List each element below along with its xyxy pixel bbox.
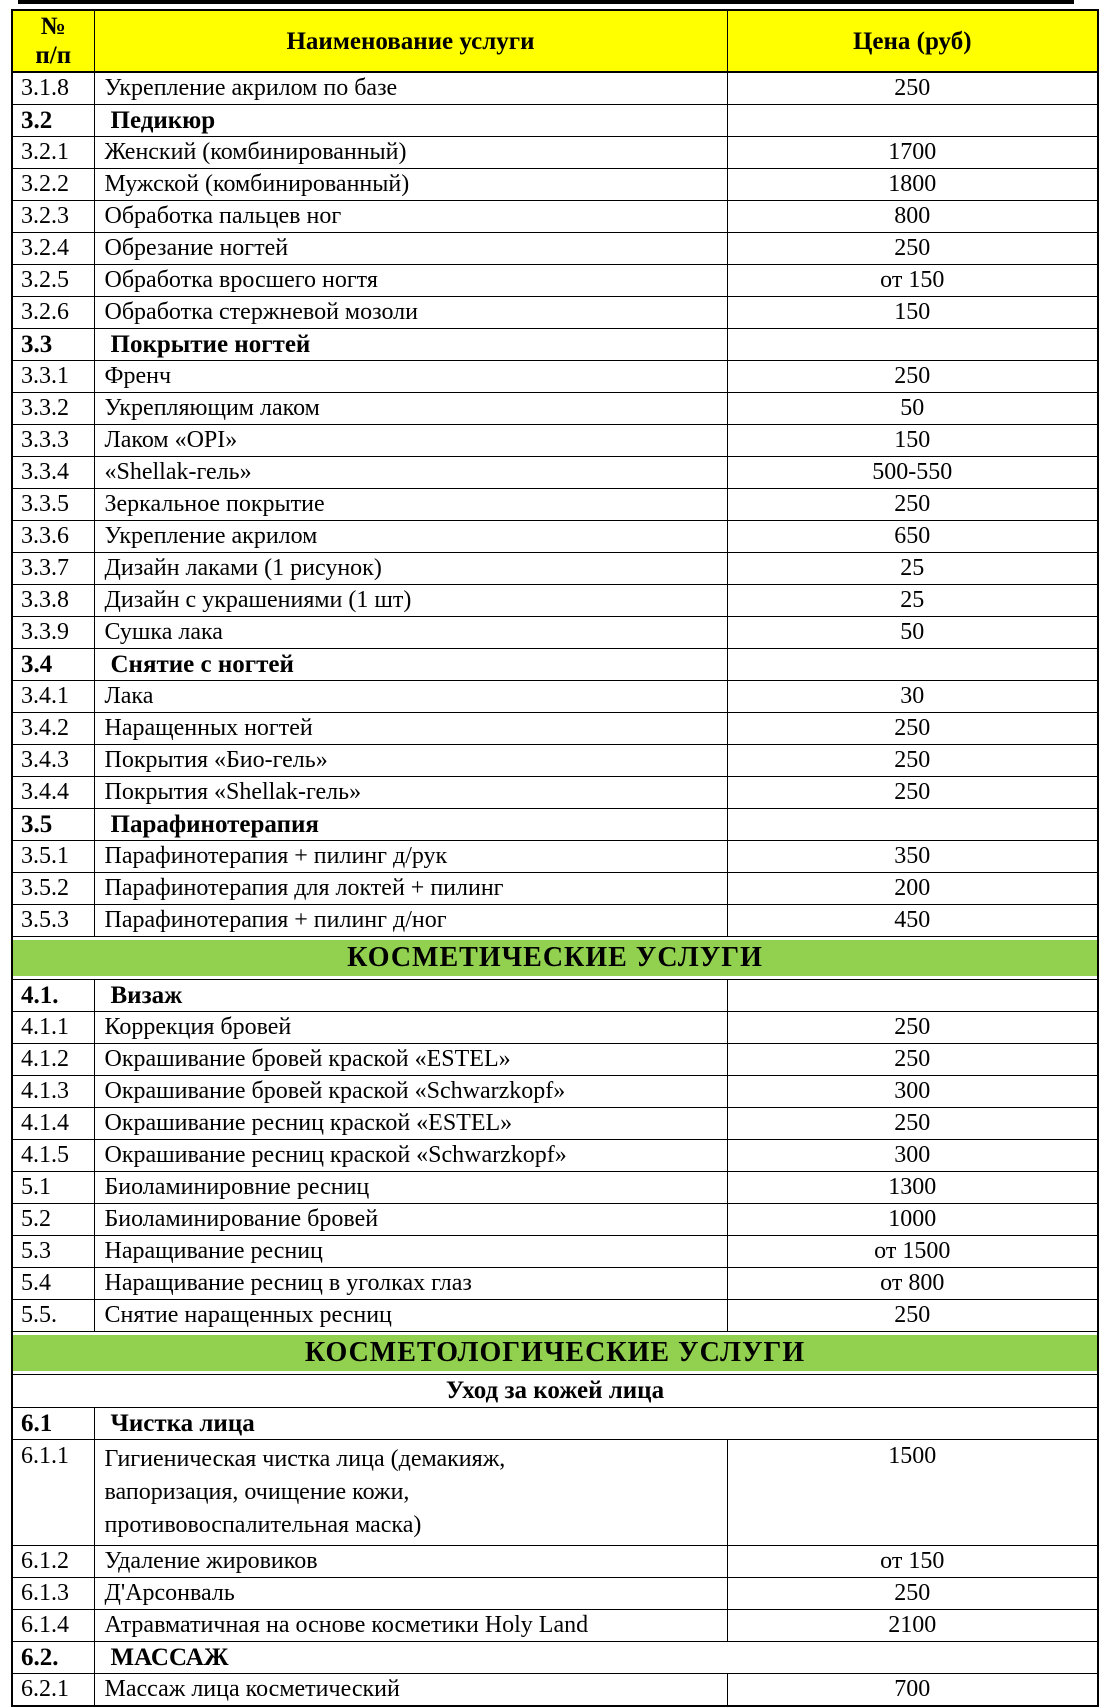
service-name: Покрытия «Shellak-гель» (94, 777, 727, 809)
price-value: 25 (727, 553, 1098, 585)
header-row (12, 10, 1098, 72)
price-value (727, 649, 1098, 681)
service-name: «Shellak-гель» (94, 457, 727, 489)
header-number-line2: п/п (35, 42, 72, 69)
header-cell-price: Цена (руб) (727, 10, 1098, 72)
table-row (12, 489, 1098, 521)
table-row (12, 841, 1098, 873)
table-row (12, 361, 1098, 393)
section-band-label: КОСМЕТИЧЕСКИЕ УСЛУГИ (13, 940, 1097, 976)
price-value: 250 (727, 777, 1098, 809)
price-value: 1800 (727, 169, 1098, 201)
service-name: Парафинотерапия + пилинг д/ног (94, 905, 727, 937)
service-name: Зеркальное покрытие (94, 489, 727, 521)
row-number: 3.1.8 (12, 72, 94, 105)
service-name: Френч (94, 361, 727, 393)
price-value: 700 (727, 1674, 1098, 1707)
price-value: 300 (727, 1076, 1098, 1108)
service-name: Чистка лица (94, 1408, 1098, 1440)
price-value: 250 (727, 1108, 1098, 1140)
table-row (12, 1236, 1098, 1268)
row-number: 3.3.5 (12, 489, 94, 521)
price-value: 250 (727, 1044, 1098, 1076)
price-value: 800 (727, 201, 1098, 233)
row-number: 3.4 (12, 649, 94, 681)
table-row (12, 169, 1098, 201)
row-number: 3.2.1 (12, 137, 94, 169)
service-name: Д'Арсонваль (94, 1578, 727, 1610)
service-name: Покрытия «Био-гель» (94, 745, 727, 777)
section-band-cell (12, 1332, 1098, 1375)
table-row (12, 1012, 1098, 1044)
section-row (12, 1408, 1098, 1440)
row-number: 3.5.2 (12, 873, 94, 905)
service-name: Обрезание ногтей (94, 233, 727, 265)
table-row (12, 1546, 1098, 1578)
row-number: 3.4.2 (12, 713, 94, 745)
service-name: Наращенных ногтей (94, 713, 727, 745)
table-row (12, 233, 1098, 265)
price-value: 50 (727, 393, 1098, 425)
price-value: 250 (727, 72, 1098, 105)
price-value: 350 (727, 841, 1098, 873)
row-number: 6.1 (12, 1408, 94, 1440)
section-row (12, 105, 1098, 137)
row-number: 3.2.4 (12, 233, 94, 265)
price-value: 200 (727, 873, 1098, 905)
service-name: Укрепление акрилом (94, 521, 727, 553)
service-name: Обработка пальцев ног (94, 201, 727, 233)
row-number: 3.2.6 (12, 297, 94, 329)
price-value (727, 329, 1098, 361)
price-value: 250 (727, 1578, 1098, 1610)
table-row (12, 905, 1098, 937)
service-name: Парафинотерапия (94, 809, 727, 841)
service-name: Биоламинировние ресниц (94, 1172, 727, 1204)
row-number: 6.1.2 (12, 1546, 94, 1578)
service-name: Атравматичная на основе косметики Holy Land (94, 1610, 727, 1642)
row-number: 3.3.3 (12, 425, 94, 457)
service-name: Окрашивание ресниц краской «ESTEL» (94, 1108, 727, 1140)
row-number: 3.5.1 (12, 841, 94, 873)
price-value: 30 (727, 681, 1098, 713)
table-row (12, 1674, 1098, 1707)
table-row (12, 1300, 1098, 1332)
service-name: Окрашивание бровей краской «Schwarzkopf» (94, 1076, 727, 1108)
row-number: 5.2 (12, 1204, 94, 1236)
table-row (12, 873, 1098, 905)
row-number: 4.1.4 (12, 1108, 94, 1140)
price-value: 300 (727, 1140, 1098, 1172)
row-number: 3.3.1 (12, 361, 94, 393)
service-name: Наращивание ресниц в уголках глаз (94, 1268, 727, 1300)
price-table (11, 9, 1099, 1707)
service-name: Покрытие ногтей (94, 329, 727, 361)
price-value: 250 (727, 1300, 1098, 1332)
price-table-header (12, 10, 1098, 72)
table-row (12, 297, 1098, 329)
service-name: Коррекция бровей (94, 1012, 727, 1044)
table-row (12, 617, 1098, 649)
price-value: 250 (727, 1012, 1098, 1044)
row-number: 4.1.5 (12, 1140, 94, 1172)
service-name: Дизайн лаками (1 рисунок) (94, 553, 727, 585)
row-number: 3.2 (12, 105, 94, 137)
table-row (12, 137, 1098, 169)
price-value (727, 105, 1098, 137)
service-name: Снятие с ногтей (94, 649, 727, 681)
table-row (12, 1172, 1098, 1204)
service-name: Парафинотерапия + пилинг д/рук (94, 841, 727, 873)
table-row (12, 1268, 1098, 1300)
service-name: Педикюр (94, 105, 727, 137)
row-number: 3.4.4 (12, 777, 94, 809)
service-name: Дизайн с украшениями (1 шт) (94, 585, 727, 617)
service-name: Женский (комбинированный) (94, 137, 727, 169)
section-row (12, 1642, 1098, 1674)
table-row (12, 1076, 1098, 1108)
service-name: Укрепляющим лаком (94, 393, 727, 425)
row-number: 4.1.2 (12, 1044, 94, 1076)
table-row (12, 201, 1098, 233)
row-number: 3.3.8 (12, 585, 94, 617)
header-cell-service-name: Наименование услуги (94, 10, 727, 72)
price-value: 150 (727, 425, 1098, 457)
price-value: от 150 (727, 265, 1098, 297)
table-row (12, 585, 1098, 617)
table-row (12, 777, 1098, 809)
service-name: Лака (94, 681, 727, 713)
row-number: 3.5.3 (12, 905, 94, 937)
row-number: 6.2. (12, 1642, 94, 1674)
price-value: 2100 (727, 1610, 1098, 1642)
row-number: 3.3.2 (12, 393, 94, 425)
row-number: 3.4.3 (12, 745, 94, 777)
table-row (12, 1610, 1098, 1642)
row-number: 3.3 (12, 329, 94, 361)
subheader-label: Уход за кожей лица (12, 1375, 1098, 1408)
price-value (727, 809, 1098, 841)
row-number: 3.2.2 (12, 169, 94, 201)
service-name: Гигиеническая чистка лица (демакияж, вапоризация, очищение кожи, противовоспалительная маска) (94, 1440, 727, 1546)
service-name: Окрашивание ресниц краской «Schwarzkopf» (94, 1140, 727, 1172)
service-name: Наращивание ресниц (94, 1236, 727, 1268)
price-value: 150 (727, 297, 1098, 329)
price-value: 500-550 (727, 457, 1098, 489)
row-number: 3.5 (12, 809, 94, 841)
price-value: 250 (727, 713, 1098, 745)
table-row (12, 1108, 1098, 1140)
price-value: 1700 (727, 137, 1098, 169)
service-name: Визаж (94, 980, 727, 1012)
table-row (12, 457, 1098, 489)
row-number: 5.1 (12, 1172, 94, 1204)
row-number: 5.3 (12, 1236, 94, 1268)
section-band-row (12, 1332, 1098, 1375)
service-name: Удаление жировиков (94, 1546, 727, 1578)
row-number: 6.1.3 (12, 1578, 94, 1610)
price-value: от 1500 (727, 1236, 1098, 1268)
row-number: 4.1.3 (12, 1076, 94, 1108)
service-name: Массаж лица косметический (94, 1674, 727, 1707)
table-row (12, 425, 1098, 457)
price-value: от 150 (727, 1546, 1098, 1578)
table-row (12, 1578, 1098, 1610)
service-name: Укрепление акрилом по базе (94, 72, 727, 105)
row-number: 3.2.5 (12, 265, 94, 297)
row-number: 3.3.6 (12, 521, 94, 553)
section-row (12, 649, 1098, 681)
table-row (12, 521, 1098, 553)
row-number: 3.4.1 (12, 681, 94, 713)
section-band-cell (12, 937, 1098, 980)
service-name: Парафинотерапия для локтей + пилинг (94, 873, 727, 905)
table-row (12, 553, 1098, 585)
service-name: Мужской (комбинированный) (94, 169, 727, 201)
row-number: 6.2.1 (12, 1674, 94, 1707)
row-number: 4.1. (12, 980, 94, 1012)
price-value: 250 (727, 361, 1098, 393)
row-number: 5.4 (12, 1268, 94, 1300)
price-value: 450 (727, 905, 1098, 937)
price-value: 1500 (727, 1440, 1098, 1546)
price-value (727, 980, 1098, 1012)
service-name: Лаком «OPI» (94, 425, 727, 457)
row-number: 4.1.1 (12, 1012, 94, 1044)
price-table-body (12, 72, 1098, 1706)
price-value: 250 (727, 745, 1098, 777)
section-row (12, 809, 1098, 841)
service-name: Снятие наращенных ресниц (94, 1300, 727, 1332)
table-row (12, 265, 1098, 297)
table-row (12, 713, 1098, 745)
price-value: от 800 (727, 1268, 1098, 1300)
table-row (12, 72, 1098, 105)
service-name: Сушка лака (94, 617, 727, 649)
service-name: Обработка стержневой мозоли (94, 297, 727, 329)
service-name: Биоламинирование бровей (94, 1204, 727, 1236)
header-number-line1: № (40, 13, 66, 40)
section-band-label: КОСМЕТОЛОГИЧЕСКИЕ УСЛУГИ (13, 1335, 1097, 1371)
table-row (12, 1140, 1098, 1172)
table-row (12, 1204, 1098, 1236)
page-top-edge-line (18, 0, 1074, 4)
row-number: 3.2.3 (12, 201, 94, 233)
table-row (12, 745, 1098, 777)
price-value: 1000 (727, 1204, 1098, 1236)
table-row (12, 1440, 1098, 1546)
table-row (12, 393, 1098, 425)
row-number: 6.1.4 (12, 1610, 94, 1642)
section-row (12, 329, 1098, 361)
section-row (12, 980, 1098, 1012)
row-number: 3.3.7 (12, 553, 94, 585)
header-cell-number (12, 10, 94, 72)
price-value: 650 (727, 521, 1098, 553)
section-band-row (12, 937, 1098, 980)
price-value: 50 (727, 617, 1098, 649)
row-number: 5.5. (12, 1300, 94, 1332)
service-name: Обработка вросшего ногтя (94, 265, 727, 297)
service-name: МАССАЖ (94, 1642, 1098, 1674)
service-name: Окрашивание бровей краской «ESTEL» (94, 1044, 727, 1076)
row-number: 6.1.1 (12, 1440, 94, 1546)
price-value: 25 (727, 585, 1098, 617)
price-value: 250 (727, 233, 1098, 265)
row-number: 3.3.4 (12, 457, 94, 489)
subheader-row (12, 1375, 1098, 1408)
table-row (12, 1044, 1098, 1076)
price-value: 1300 (727, 1172, 1098, 1204)
row-number: 3.3.9 (12, 617, 94, 649)
price-value: 250 (727, 489, 1098, 521)
table-row (12, 681, 1098, 713)
